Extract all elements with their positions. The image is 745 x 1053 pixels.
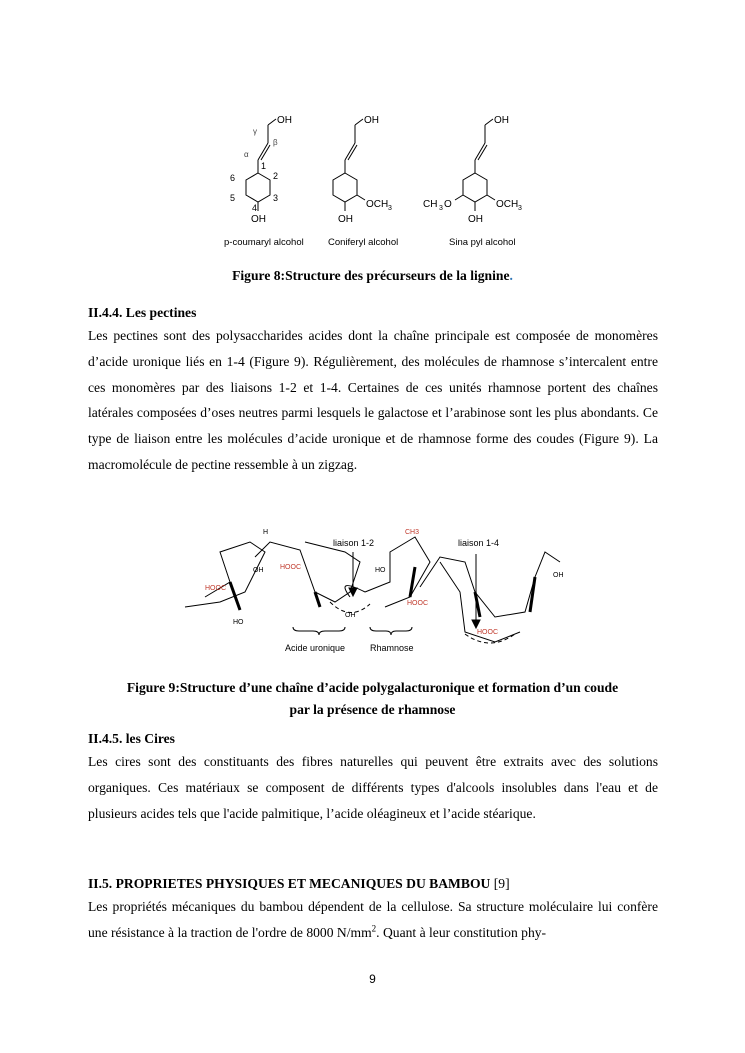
sinapyl-structure <box>455 119 495 211</box>
svg-text:HOOC: HOOC <box>407 600 428 607</box>
svg-text:OH: OH <box>253 567 264 574</box>
paragraph-cires: Les cires sont des constituants des fibres naturelles qui peuvent être extraits avec des solutions organiques. Ces matériaux se composent de différents types d'alcools insolubles dans l'eau et de plusieurs acides tels que l'acide palmitique, l’acide oléagineux et l’acide stéarique. <box>88 754 658 821</box>
paragraph-bambou: Les propriétés mécaniques du bambou dépendent de la cellulose. Sa structure moléculaire lui confère une résistance à la traction de l'ordre de 8000 $N/mm^2$. Quant à leur constitution phy- <box>88 899 658 940</box>
paragraph-pectines: Les pectines sont des polysaccharides acides dont la chaîne principale est composée de monomères d’acide uronique liés en 1-4 (Figure 9). Régulièrement, des molécules de rhamnose s’intercalent entre ces monomères par des liaisons 1-2 et 1-4. Certaines de ces unités rhamnose portent des chaînes latérales composées d’oses neutres parmi lesquels le galactose et l’arabinose sont les plus abondants. Ce type de liaison entre les molécules d’acide uronique et de rhamnose forme des coudes (Figure 9). La macromolécule de pectine ressemble à un zigzag. <box>88 328 658 472</box>
svg-text:CH: CH <box>423 199 438 210</box>
molecule-name: p-coumaryl alcohol <box>224 237 304 248</box>
svg-text:4: 4 <box>252 203 258 213</box>
svg-text:H: H <box>263 529 269 536</box>
svg-text:β: β <box>273 138 278 147</box>
reference: [9] <box>493 876 510 891</box>
svg-text:3: 3 <box>273 193 279 203</box>
svg-text:5: 5 <box>230 193 236 203</box>
svg-text:Acide uronique: Acide uronique <box>285 643 346 653</box>
heading-cires: II.4.5. les Cires <box>88 731 175 746</box>
svg-text:CH3: CH3 <box>405 529 420 536</box>
svg-text:OH: OH <box>277 115 292 126</box>
svg-text:O: O <box>444 199 452 210</box>
molecule-name: Coniferyl alcohol <box>328 237 399 248</box>
figure-8-caption: Figure 8:Structure des précurseurs de la lignine. <box>232 268 513 283</box>
svg-text:OH: OH <box>553 572 564 579</box>
svg-text:γ: γ <box>253 127 257 136</box>
svg-text:OH: OH <box>338 214 353 225</box>
svg-text:liaison 1-2: liaison 1-2 <box>333 538 375 548</box>
svg-text:α: α <box>244 150 249 159</box>
svg-text:OH: OH <box>364 115 379 126</box>
svg-text:OH: OH <box>251 214 266 225</box>
svg-text:3: 3 <box>439 205 443 212</box>
figure-8-lignin-precursors <box>220 105 540 255</box>
svg-text:OH: OH <box>345 612 356 619</box>
svg-text:liaison 1-4: liaison 1-4 <box>458 538 500 548</box>
svg-text:OH: OH <box>494 115 509 126</box>
page-number: 9 <box>369 972 376 986</box>
svg-text:3: 3 <box>518 205 522 212</box>
coniferyl-structure <box>333 119 365 211</box>
figure-9-polygalacturonic-chain <box>175 522 575 672</box>
svg-text:OCH: OCH <box>366 199 389 210</box>
heading-bambou: II.5. PROPRIETES PHYSIQUES ET MECANIQUES DU BAMBOU [9] <box>88 876 510 891</box>
svg-text:6: 6 <box>230 173 236 183</box>
molecule-name: Sina pyl alcohol <box>449 237 516 248</box>
svg-text:Rhamnose: Rhamnose <box>370 643 414 653</box>
svg-text:2: 2 <box>273 171 279 181</box>
figure-9-caption: Figure 9:Structure d’une chaîne d’acide polygalacturonique et formation d’un coude par la présence de rhamnose <box>126 680 619 717</box>
svg-text:HOOC: HOOC <box>477 629 498 636</box>
heading-pectines: II.4.4. Les pectines <box>88 305 197 320</box>
svg-text:OCH: OCH <box>496 199 519 210</box>
svg-text:HOOC: HOOC <box>205 585 226 592</box>
svg-text:OH: OH <box>468 214 483 225</box>
svg-text:HO: HO <box>233 619 244 626</box>
svg-text:3: 3 <box>388 205 392 212</box>
svg-text:HO: HO <box>375 567 386 574</box>
svg-text:1: 1 <box>261 161 267 171</box>
svg-text:HOOC: HOOC <box>280 564 301 571</box>
